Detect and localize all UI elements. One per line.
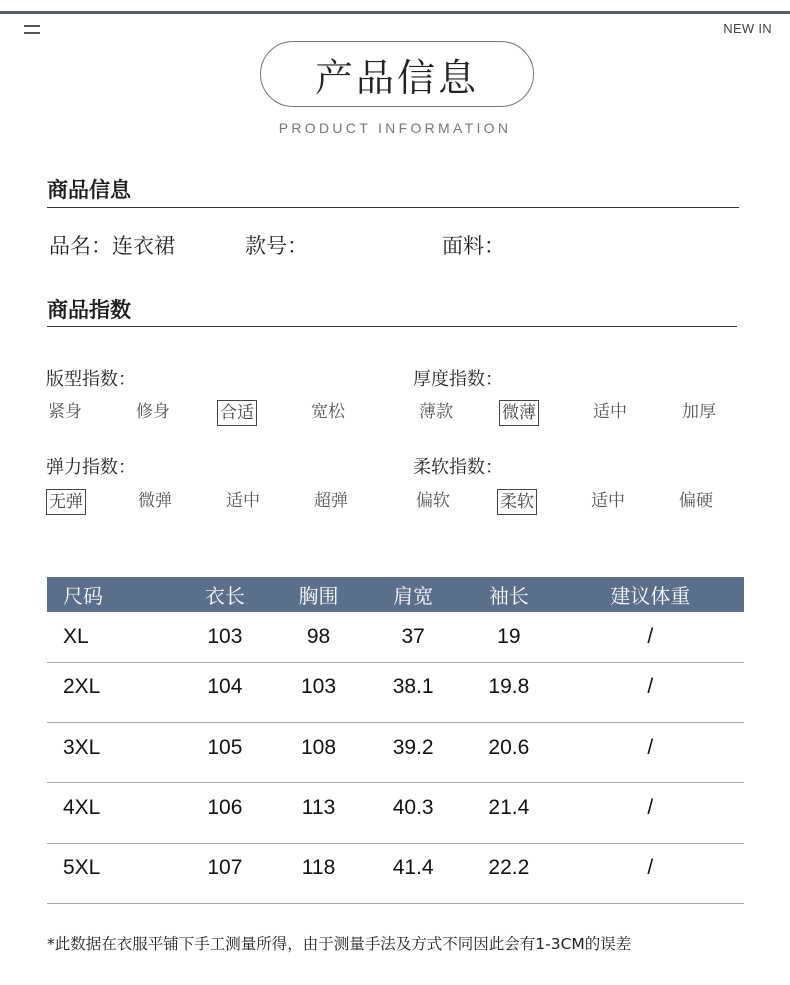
table-cell: 20.6	[461, 722, 557, 782]
style-number: 款号：	[245, 234, 308, 258]
fabric: 面料：	[442, 234, 505, 258]
table-cell: 108	[272, 722, 366, 782]
product-index-title: 商品指数	[47, 298, 131, 322]
table-cell: 5XL	[47, 843, 178, 903]
index-option: 偏软	[416, 491, 450, 511]
page-subtitle: PRODUCT INFORMATION	[278, 120, 512, 136]
table-row	[47, 612, 744, 662]
table-header-cell: 建议体重	[557, 577, 744, 612]
table-cell: 41.4	[365, 843, 461, 903]
table-cell: 37	[365, 612, 461, 662]
index-option-selected: 无弹	[46, 489, 86, 515]
table-cell: /	[557, 722, 744, 782]
table-cell: /	[557, 783, 744, 843]
table-cell: 107	[178, 843, 272, 903]
table-header-cell: 肩宽	[365, 577, 461, 612]
table-cell: 4XL	[47, 783, 178, 843]
index-option: 适中	[593, 402, 627, 422]
table-cell: 98	[272, 612, 366, 662]
index-option: 超弹	[314, 491, 348, 511]
product-info-title: 商品信息	[47, 178, 131, 202]
size-table	[47, 577, 744, 904]
table-row	[47, 843, 744, 903]
measurement-note: *此数据在衣服平铺下手工测量所得，由于测量手法及方式不同因此会有1-3CM的误差	[47, 935, 632, 953]
index-option-selected: 合适	[217, 400, 257, 426]
table-cell: 19	[461, 612, 557, 662]
index-option: 加厚	[682, 402, 716, 422]
index-option: 适中	[591, 491, 625, 511]
table-cell: /	[557, 612, 744, 662]
page-title: 产品信息	[260, 41, 534, 107]
product-info-divider	[47, 207, 739, 208]
index-label: 厚度指数：	[413, 369, 503, 390]
top-rule	[0, 11, 790, 14]
table-header-cell: 尺码	[47, 577, 178, 612]
table-cell: 103	[272, 662, 366, 722]
table-cell: /	[557, 662, 744, 722]
table-cell: 105	[178, 722, 272, 782]
table-cell: 103	[178, 612, 272, 662]
table-header-cell: 衣长	[178, 577, 272, 612]
new-in-label: NEW IN	[723, 21, 772, 36]
table-cell: 3XL	[47, 722, 178, 782]
table-cell: 2XL	[47, 662, 178, 722]
index-option: 微弹	[138, 491, 172, 511]
table-cell: XL	[47, 612, 178, 662]
table-cell: 40.3	[365, 783, 461, 843]
table-cell: 104	[178, 662, 272, 722]
table-cell: 39.2	[365, 722, 461, 782]
table-cell: 118	[272, 843, 366, 903]
size-table-header	[47, 577, 744, 612]
index-option: 宽松	[311, 402, 345, 422]
menu-icon[interactable]	[24, 25, 40, 35]
table-cell: /	[557, 843, 744, 903]
index-option-selected: 微薄	[499, 400, 539, 426]
table-row	[47, 722, 744, 782]
table-cell: 106	[178, 783, 272, 843]
table-cell: 22.2	[461, 843, 557, 903]
table-cell: 38.1	[365, 662, 461, 722]
table-header-cell: 胸围	[272, 577, 366, 612]
index-label: 版型指数：	[46, 369, 136, 390]
table-cell: 19.8	[461, 662, 557, 722]
table-cell: 113	[272, 783, 366, 843]
table-row	[47, 662, 744, 722]
index-option: 紧身	[48, 402, 82, 422]
index-label: 柔软指数：	[413, 457, 503, 478]
index-option: 偏硬	[679, 491, 713, 511]
table-header-cell: 袖长	[461, 577, 557, 612]
product-index-divider	[47, 326, 737, 327]
index-option: 适中	[226, 491, 260, 511]
product-name: 品名：连衣裙	[49, 234, 175, 258]
table-cell: 21.4	[461, 783, 557, 843]
index-option-selected: 柔软	[497, 489, 537, 515]
index-label: 弹力指数：	[46, 457, 136, 478]
table-row	[47, 783, 744, 843]
index-option: 修身	[136, 402, 170, 422]
index-option: 薄款	[419, 402, 453, 422]
